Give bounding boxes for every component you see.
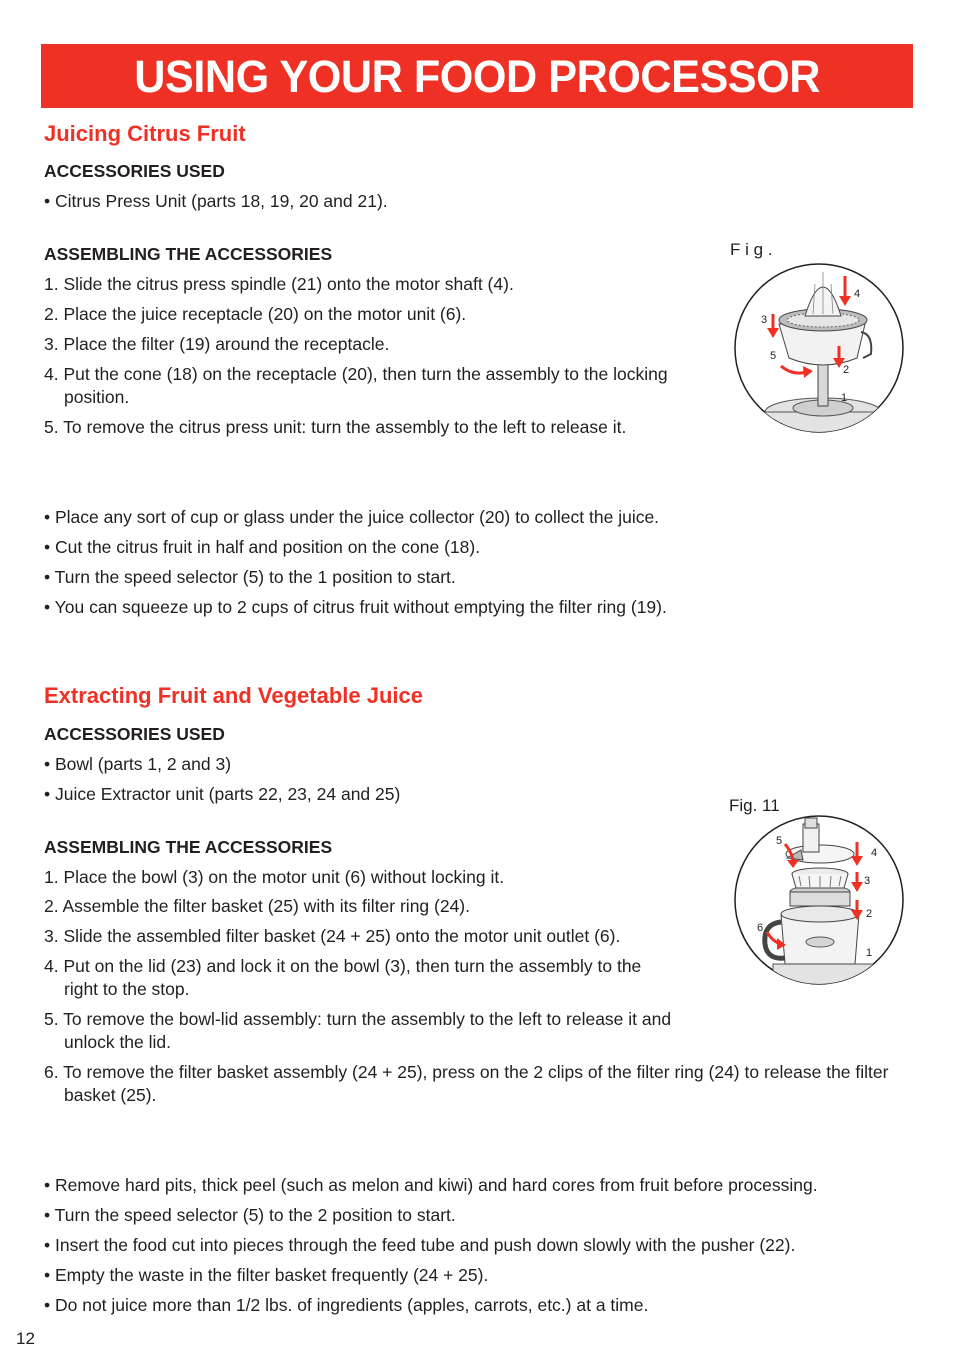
juice-assembling-heading: ASSEMBLING THE ACCESSORIES bbox=[44, 837, 333, 857]
juice-usage-item: • Insert the food cut into pieces through the feed tube and push down slowly with the pusher (22). bbox=[44, 1235, 796, 1255]
juice-accessory-item: • Juice Extractor unit (parts 22, 23, 24 and 25) bbox=[44, 784, 401, 804]
citrus-press-illustration bbox=[733, 262, 905, 434]
citrus-usage-item: • Place any sort of cup or glass under the juice collector (20) to collect the juice. bbox=[44, 507, 660, 527]
citrus-assembling-heading: ASSEMBLING THE ACCESSORIES bbox=[44, 244, 333, 264]
title-banner bbox=[41, 44, 913, 108]
callout-4: 4 bbox=[854, 288, 861, 300]
callout-3: 3 bbox=[864, 875, 871, 887]
section-title-citrus: Juicing Citrus Fruit bbox=[44, 121, 246, 146]
callout-5: 5 bbox=[776, 835, 783, 847]
citrus-accessories-heading: ACCESSORIES USED bbox=[44, 161, 225, 181]
citrus-usage-item: • You can squeeze up to 2 cups of citrus fruit without emptying the filter ring (19). bbox=[44, 597, 667, 617]
citrus-figure-label: F i g . bbox=[730, 240, 773, 259]
juice-usage-item: • Remove hard pits, thick peel (such as melon and kiwi) and hard cores from fruit before processing. bbox=[44, 1175, 818, 1195]
citrus-step-3: 3. Place the filter (19) around the receptacle. bbox=[44, 334, 390, 354]
citrus-step-2: 2. Place the juice receptacle (20) on the motor unit (6). bbox=[44, 304, 467, 324]
juice-extractor-illustration bbox=[733, 814, 905, 986]
juice-figure-label: Fig. 11 bbox=[729, 796, 780, 815]
citrus-usage-item: • Cut the citrus fruit in half and position on the cone (18). bbox=[44, 537, 481, 557]
juice-usage-item: • Turn the speed selector (5) to the 2 position to start. bbox=[44, 1205, 456, 1225]
callout-4: 4 bbox=[871, 847, 878, 859]
citrus-accessory-item: • Citrus Press Unit (parts 18, 19, 20 and 21). bbox=[44, 191, 388, 211]
page-number: 12 bbox=[16, 1329, 35, 1348]
juice-usage-item: • Do not juice more than 1/2 lbs. of ingredients (apples, carrots, etc.) at a time. bbox=[44, 1295, 649, 1315]
juice-step-6: 6. To remove the filter basket assembly (24 + 25), press on the 2 clips of the filter ring (24) to release the filter basket (25). bbox=[44, 1062, 889, 1105]
callout-2: 2 bbox=[866, 908, 873, 920]
juice-step-4: 4. Put on the lid (23) and lock it on the bowl (3), then turn the assembly to the right to the stop. bbox=[44, 956, 642, 999]
citrus-step-5: 5. To remove the citrus press unit: turn the assembly to the left to release it. bbox=[44, 417, 627, 437]
juice-step-3: 3. Slide the assembled filter basket (24 + 25) onto the motor unit outlet (6). bbox=[44, 926, 621, 946]
callout-5: 5 bbox=[770, 350, 777, 362]
citrus-step-4: 4. Put the cone (18) on the receptacle (20), then turn the assembly to the locking position. bbox=[44, 364, 668, 407]
juice-step-5: 5. To remove the bowl-lid assembly: turn the assembly to the left to release it and unlock the lid. bbox=[44, 1009, 672, 1052]
juice-usage-item: • Empty the waste in the filter basket frequently (24 + 25). bbox=[44, 1265, 489, 1285]
citrus-step-1: 1. Slide the citrus press spindle (21) onto the motor shaft (4). bbox=[44, 274, 514, 294]
callout-3: 3 bbox=[761, 314, 768, 326]
callout-2: 2 bbox=[843, 364, 850, 376]
callout-1: 1 bbox=[841, 392, 848, 404]
section-title-juice: Extracting Fruit and Vegetable Juice bbox=[44, 683, 423, 708]
callout-1: 1 bbox=[866, 947, 873, 959]
juice-step-2: 2. Assemble the filter basket (25) with its filter ring (24). bbox=[44, 896, 470, 916]
callout-6: 6 bbox=[757, 922, 764, 934]
juice-step-1: 1. Place the bowl (3) on the motor unit (6) without locking it. bbox=[44, 867, 505, 887]
juice-accessory-item: • Bowl (parts 1, 2 and 3) bbox=[44, 754, 232, 774]
citrus-usage-item: • Turn the speed selector (5) to the 1 position to start. bbox=[44, 567, 456, 587]
page-title: USING YOUR FOOD PROCESSOR bbox=[134, 50, 820, 102]
juice-accessories-heading: ACCESSORIES USED bbox=[44, 724, 225, 744]
